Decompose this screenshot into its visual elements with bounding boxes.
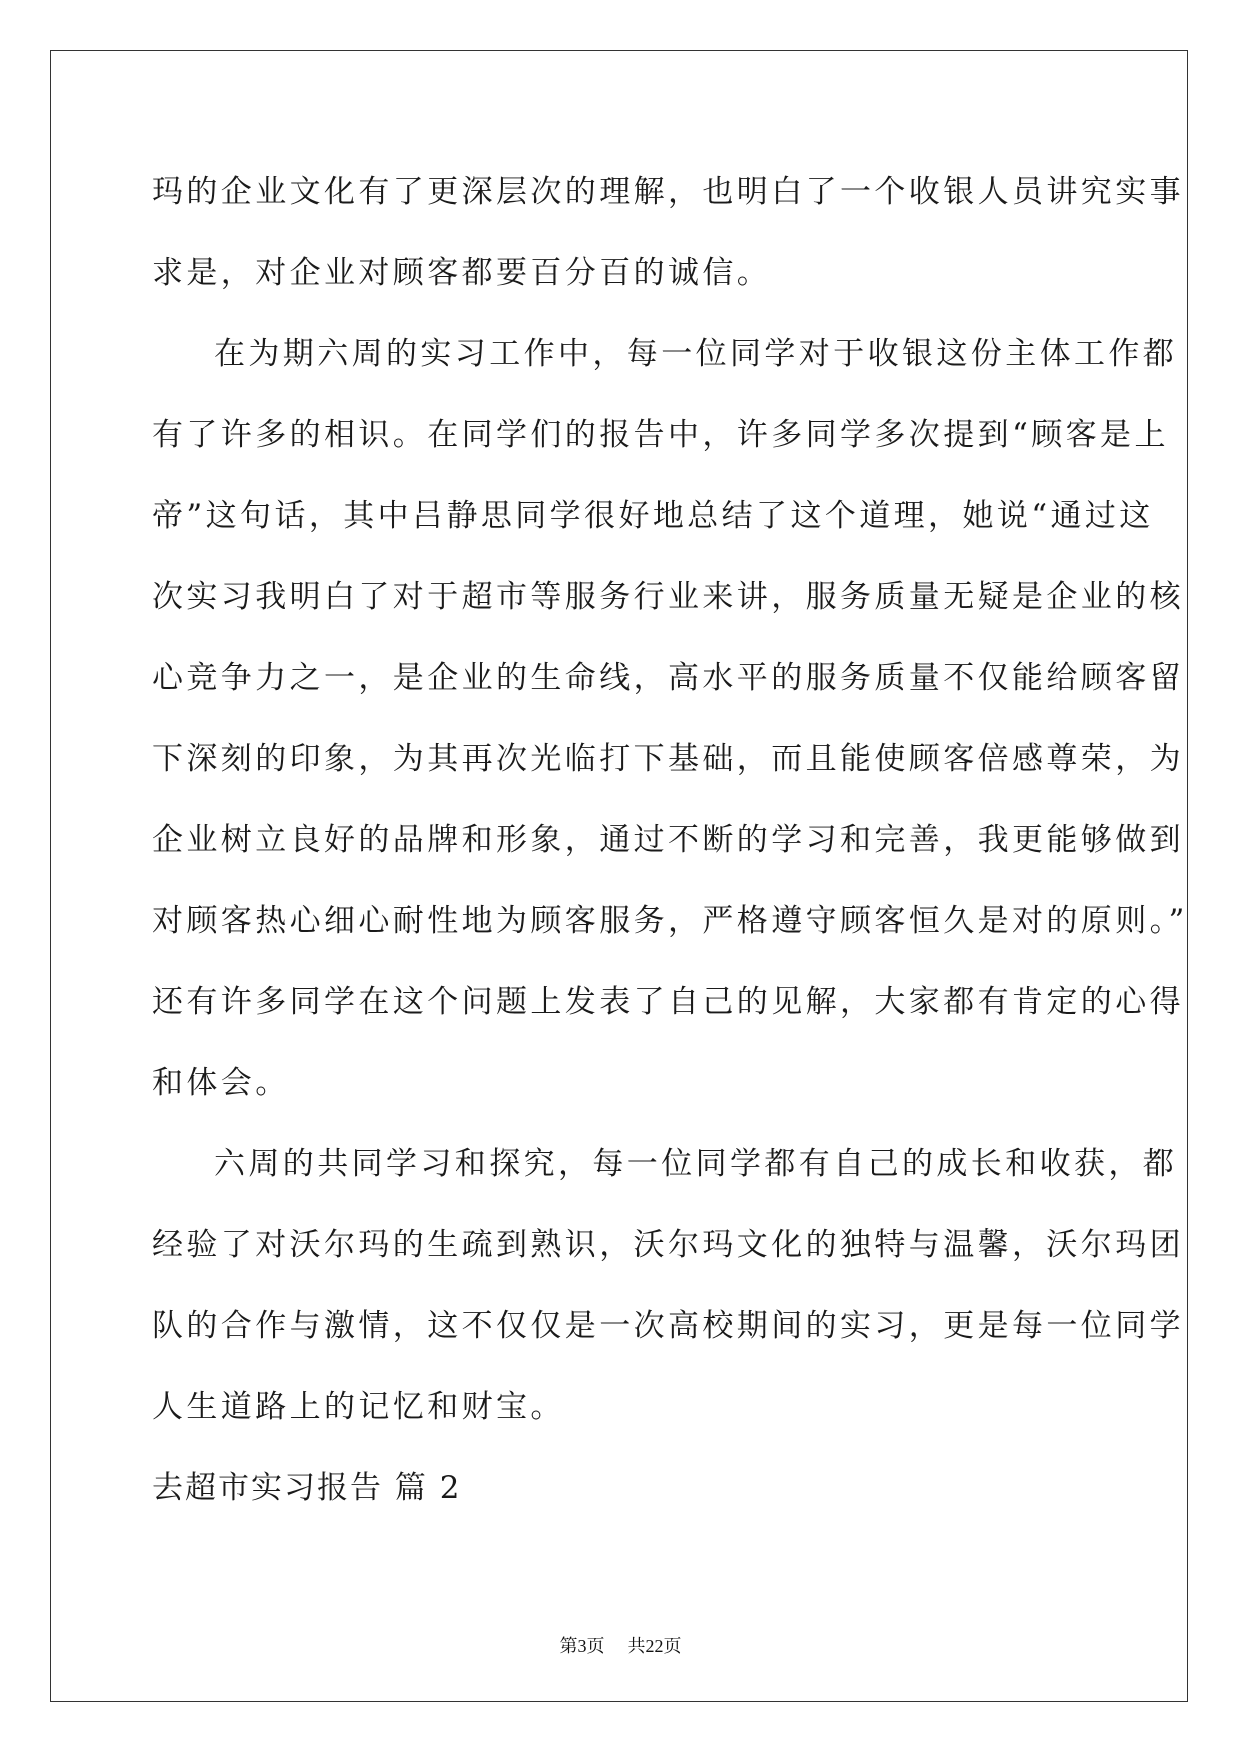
paragraph-line: 和体会。 xyxy=(152,1065,290,1101)
paragraph-line: 经验了对沃尔玛的生疏到熟识，沃尔玛文化的独特与温馨，沃尔玛团 xyxy=(152,1227,1184,1263)
footer-page-suffix: 页 xyxy=(586,1636,605,1657)
paragraph-line: 次实习我明白了对于超市等服务行业来讲，服务质量无疑是企业的核 xyxy=(152,579,1184,615)
paragraph-line: 心竞争力之一，是企业的生命线，高水平的服务质量不仅能给顾客留 xyxy=(152,660,1184,696)
footer-page-prefix: 第 xyxy=(559,1636,578,1657)
page-border xyxy=(50,50,1188,1702)
section-heading: 去超市实习报告 篇 2 xyxy=(152,1470,462,1506)
paragraph-line: 人生道路上的记忆和财宝。 xyxy=(152,1389,565,1425)
page-footer xyxy=(0,1634,1241,1659)
footer-total-pages: 22 xyxy=(645,1636,664,1656)
paragraph-line: 帝”这句话，其中吕静思同学很好地总结了这个道理，她说“通过这 xyxy=(152,498,1154,534)
paragraph-line: 下深刻的印象，为其再次光临打下基础，而且能使顾客倍感尊荣，为 xyxy=(152,741,1184,777)
footer-page-number: 3 xyxy=(577,1636,587,1656)
footer-total-prefix: 共 xyxy=(627,1636,646,1657)
footer-total-suffix: 页 xyxy=(663,1636,682,1657)
paragraph-line: 对顾客热心细心耐性地为顾客服务，严格遵守顾客恒久是对的原则。” xyxy=(152,903,1188,939)
paragraph-line: 企业树立良好的品牌和形象，通过不断的学习和完善，我更能够做到 xyxy=(152,822,1184,858)
paragraph-line: 求是，对企业对顾客都要百分百的诚信。 xyxy=(152,255,772,291)
paragraph-line: 还有许多同学在这个问题上发表了自己的见解，大家都有肯定的心得 xyxy=(152,984,1184,1020)
paragraph-line: 有了许多的相识。在同学们的报告中，许多同学多次提到“顾客是上 xyxy=(152,417,1169,453)
paragraph-line: 六周的共同学习和探究，每一位同学都有自己的成长和收获，都 xyxy=(214,1146,1178,1182)
paragraph-line: 队的合作与激情，这不仅仅是一次高校期间的实习，更是每一位同学 xyxy=(152,1308,1184,1344)
paragraph-line: 在为期六周的实习工作中，每一位同学对于收银这份主体工作都 xyxy=(214,336,1178,372)
paragraph-line: 玛的企业文化有了更深层次的理解，也明白了一个收银人员讲究实事 xyxy=(152,174,1184,210)
